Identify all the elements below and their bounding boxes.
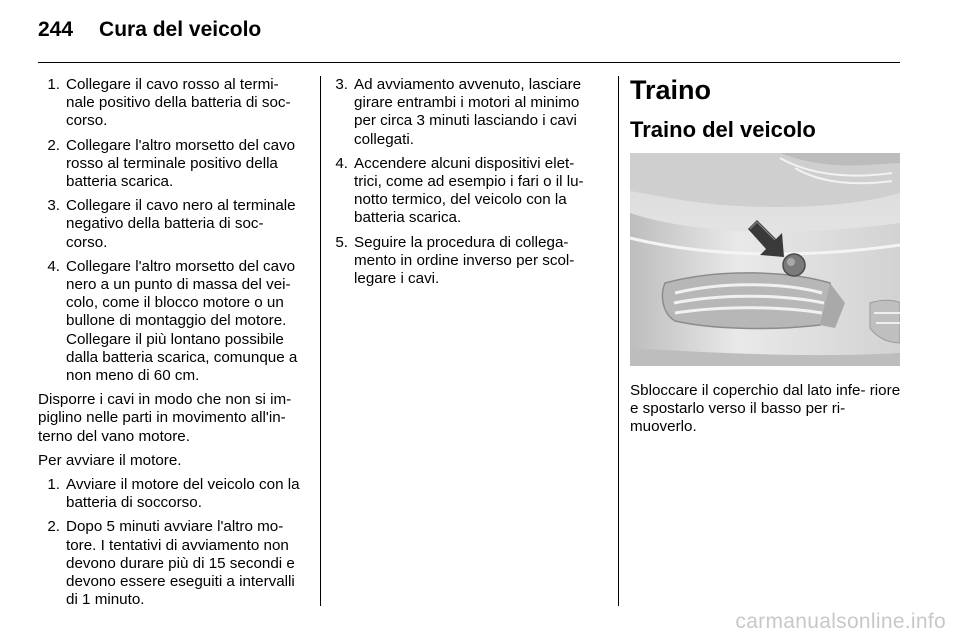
start-engine-paragraph: Per avviare il motore. bbox=[38, 451, 182, 469]
site-watermark: carmanualsonline.info bbox=[735, 610, 946, 633]
step-number: 3. bbox=[335, 76, 348, 93]
column-divider-2 bbox=[618, 76, 619, 606]
figure-caption: Sbloccare il coperchio dal lato infe- riore e spostarlo verso il basso per ri- muoverlo. bbox=[630, 382, 901, 436]
step-number: 1. bbox=[47, 76, 60, 93]
subsection-title: Traino del veicolo bbox=[630, 117, 816, 142]
step-text: Accendere alcuni dispositivi elet- trici, come ad esempio i fari o il lu- notto termico, del veicolo con la batteria scarica. bbox=[354, 154, 584, 227]
column-divider-1 bbox=[320, 76, 321, 606]
step-number: 1. bbox=[47, 476, 60, 494]
cable-routing-paragraph: Disporre i cavi in modo che non si im- piglino nelle parti in movimento all'in- terno del vano motore. bbox=[38, 391, 292, 445]
start-steps-list bbox=[38, 476, 304, 609]
list-item bbox=[334, 155, 604, 228]
step-text: Dopo 5 minuti avviare l'altro mo- tore. I tentativi di avviamento non devono durare più di 15 secondi e devono essere eseguiti a intervalli di 1 minuto. bbox=[66, 518, 295, 609]
page-number: 244 bbox=[38, 18, 74, 41]
list-item bbox=[38, 197, 304, 252]
header-rule bbox=[38, 62, 900, 63]
tow-eye-cover-illustration bbox=[630, 153, 900, 366]
step-text: Collegare l'altro morsetto del cavo nero a un punto di massa del vei- colo, come il blocco motore o un bullone di montaggio del motore. Collegare il più lontano possibile dalla batteria scarica, comunque a non meno di 60 cm. bbox=[66, 257, 298, 385]
section-title: Traino bbox=[630, 75, 712, 105]
chapter-title: Cura del veicolo bbox=[99, 18, 262, 41]
connection-steps-list bbox=[38, 76, 304, 385]
continued-steps-list bbox=[334, 76, 604, 288]
step-number: 2. bbox=[47, 136, 60, 154]
step-text: Collegare il cavo nero al terminale negativo della batteria di soc- corso. bbox=[66, 197, 296, 251]
step-text: Collegare il cavo rosso al termi- nale positivo della batteria di soc- corso. bbox=[66, 76, 291, 130]
list-item bbox=[334, 234, 604, 289]
step-text: Collegare l'altro morsetto del cavo rosso al terminale positivo della batteria scarica. bbox=[66, 136, 296, 191]
list-item bbox=[38, 518, 304, 609]
step-number: 2. bbox=[47, 518, 60, 536]
column-2 bbox=[334, 76, 604, 294]
list-item bbox=[38, 476, 304, 512]
step-number: 4. bbox=[47, 257, 60, 275]
step-number: 4. bbox=[335, 154, 348, 172]
bumper-illustration bbox=[630, 153, 900, 366]
page-header bbox=[38, 18, 261, 48]
list-item bbox=[334, 76, 604, 149]
column-3 bbox=[630, 76, 902, 437]
list-item bbox=[38, 258, 304, 385]
step-text: Avviare il motore del veicolo con la batteria di soccorso. bbox=[66, 476, 300, 512]
step-text: Ad avviamento avvenuto, lasciare girare entrambi i motori al minimo per circa 3 minuti lasciando i cavi collegati. bbox=[354, 76, 582, 148]
list-item bbox=[38, 137, 304, 192]
step-text: Seguire la procedura di collega- mento in ordine inverso per scol- legare i cavi. bbox=[354, 233, 575, 288]
step-number: 3. bbox=[47, 197, 60, 215]
list-item bbox=[38, 76, 304, 131]
column-1 bbox=[38, 76, 304, 615]
step-number: 5. bbox=[335, 233, 348, 251]
